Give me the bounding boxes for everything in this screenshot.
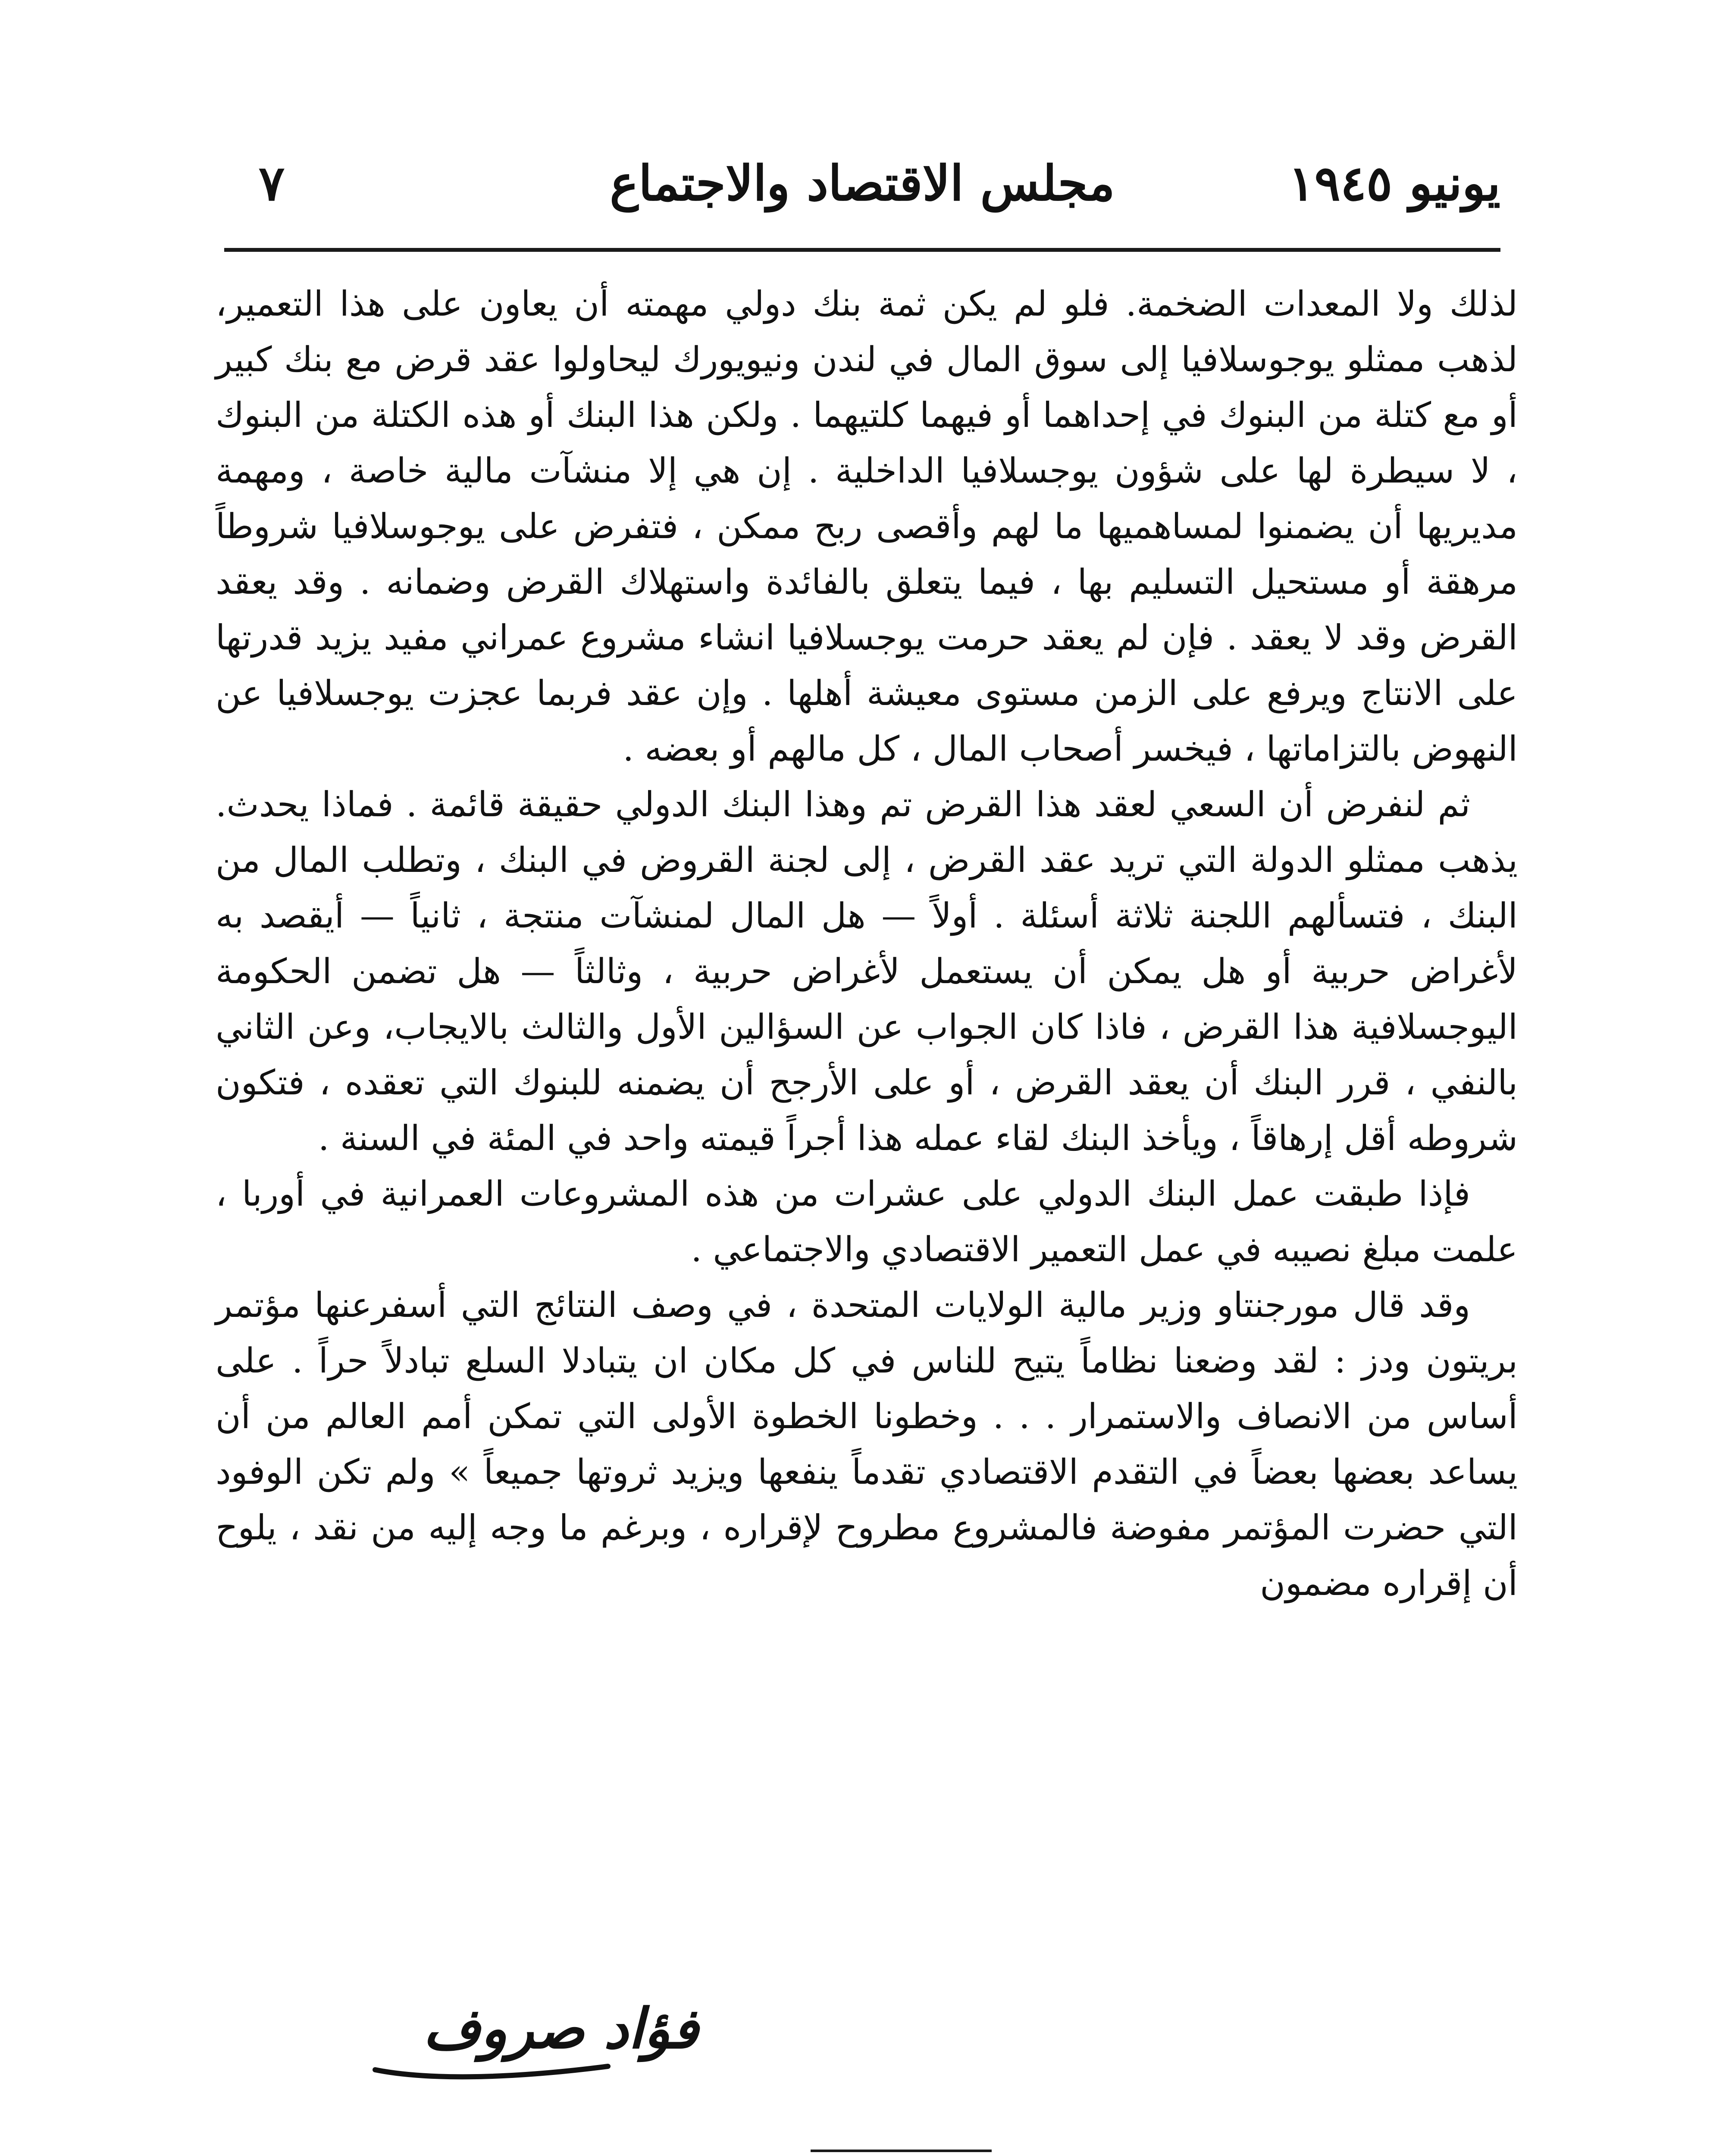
header-title: مجلس الاقتصاد والاجتماع bbox=[610, 155, 1115, 212]
paragraph-4: وقد قال مورجنتاو وزير مالية الولايات المتحدة ، في وصف النتائج التي أسفرعنها مؤتمر بريتون ودز : لقد وضعنا نظاماً يتيح للناس في كل مكان ان يتبادلا السلع تبادلاً حراً . على أساس من الانصاف والاستمرار . . . وخطونا الخطوة الأولى التي تمكن أمم العالم من أن يساعد بعضها بعضاً في التقدم الاقتصادي تقدماً ينفعها ويزيد ثروتها جميعاً » ولم تكن الوفود التي حضرت المؤتمر مفوضة فالمشروع مطروح لإقراره ، وبرغم ما وجه إليه من نقد ، يلوح أن إقراره مضمون bbox=[216, 1285, 1518, 1603]
signature-name: فؤاد صروف bbox=[423, 1996, 698, 2061]
paragraph-1: لذلك ولا المعدات الضخمة. فلو لم يكن ثمة بنك دولي مهمته أن يعاون على هذا التعمير، لذهب ممثلو يوجوسلافيا إلى سوق المال في لندن ونيويورك ليحاولوا عقد قرض مع بنك كبير أو مع كتلة من البنوك في إحداهما أو فيهما كلتيهما . ولكن هذا البنك أو هذه الكتلة من البنوك ، لا سيطرة لها على شؤون يوجسلافيا الداخلية . إن هي إلا منشآت مالية خاصة ، ومهمة مديريها أن يضمنوا لمساهميها ما لهم وأقصى ربح ممكن ، فتفرض على يوجوسلافيا شروطاً مرهقة أو مستحيل التسليم بها ، فيما يتعلق بالفائدة واستهلاك القرض وضمانه . وقد يعقد القرض وقد لا يعقد . فإن لم يعقد حرمت يوجسلافيا انشاء مشروع عمراني مفيد يزيد قدرتها على الانتاج ويرفع على الزمن مستوى معيشة أهلها . وإن عقد فربما عجزت يوجسلافيا عن النهوض بالتزاماتها ، فيخسر أصحاب المال ، كل مالهم أو بعضه . bbox=[216, 284, 1518, 769]
header-date: يونيو ١٩٤٥ bbox=[1288, 155, 1500, 212]
header-rule bbox=[224, 248, 1500, 252]
paragraph-2: ثم لنفرض أن السعي لعقد هذا القرض تم وهذا البنك الدولي حقيقة قائمة . فماذا يحدث. يذهب ممثلو الدولة التي تريد عقد القرض ، إلى لجنة القروض في البنك ، وتطلب المال من البنك ، فتسألهم اللجنة ثلاثة أسئلة . أولاً — هل المال لمنشآت منتجة ، ثانياً — أيقصد به لأغراض حربية أو هل يمكن أن يستعمل لأغراض حربية ، وثالثاً — هل تضمن الحكومة اليوجسلافية هذا القرض ، فاذا كان الجواب عن السؤالين الأول والثالث بالايجاب، وعن الثاني بالنفي ، قرر البنك أن يعقد القرض ، أو على الأرجح أن يضمنه للبنوك التي تعقده ، فتكون شروطه أقل إرهاقاً ، ويأخذ البنك لقاء عمله هذا أجراً قيمته واحد في المئة في السنة . bbox=[216, 784, 1518, 1158]
paragraph-3: فإذا طبقت عمل البنك الدولي على عشرات من هذه المشروعات العمرانية في أوربا ، علمت مبلغ نصيبه في عمل التعمير الاقتصادي والاجتماعي . bbox=[216, 1174, 1518, 1269]
signature-flourish bbox=[371, 2057, 612, 2083]
page-number: ٧ bbox=[259, 155, 285, 212]
author-signature bbox=[371, 1984, 698, 2096]
running-header bbox=[224, 142, 1500, 224]
end-rule-top bbox=[811, 2150, 992, 2152]
article-body bbox=[216, 276, 1518, 1611]
